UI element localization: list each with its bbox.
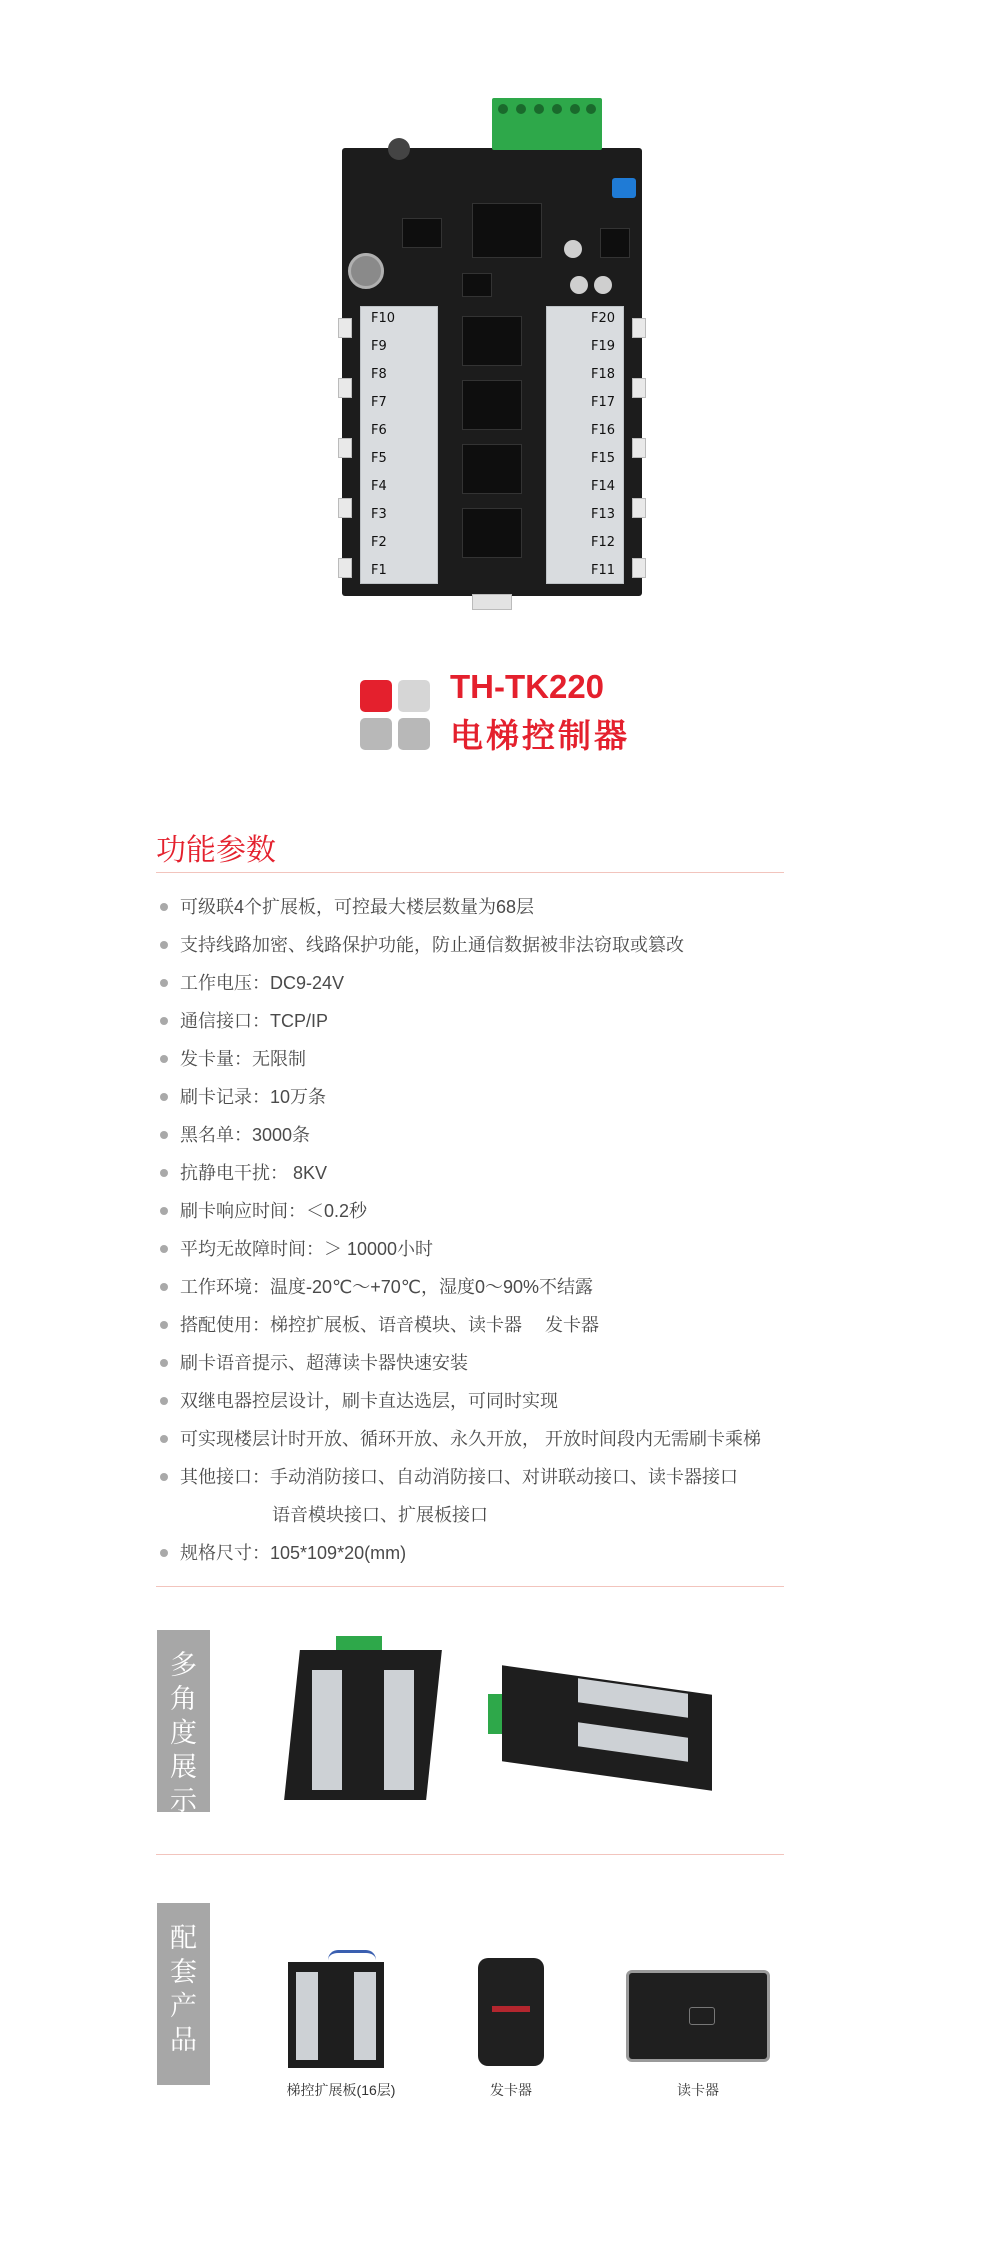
relay-driver-chip	[462, 316, 522, 366]
relay-driver-chip	[462, 444, 522, 494]
side-connector	[338, 318, 352, 338]
floor-label: F20	[590, 311, 615, 326]
floor-label: F4	[371, 479, 387, 494]
accessory-caption: 梯控扩展板(16层)	[286, 2082, 396, 2098]
coin-battery	[348, 253, 384, 289]
side-connector	[632, 438, 646, 458]
bullet-icon	[160, 1397, 168, 1405]
bullet-icon	[160, 1017, 168, 1025]
list-item: 工作环境：温度-20℃～+70℃，湿度0～90%不结露	[160, 1272, 800, 1310]
bullet-icon	[160, 1169, 168, 1177]
capacitor	[570, 276, 588, 294]
bullet-icon	[160, 979, 168, 987]
list-item: 抗静电干扰： 8KV	[160, 1158, 800, 1196]
side-connector	[338, 438, 352, 458]
floor-label: F8	[371, 367, 387, 382]
divider	[156, 1854, 784, 1855]
floor-label: F1	[371, 563, 387, 578]
side-connector	[632, 378, 646, 398]
board-angle-side-image	[488, 1672, 718, 1784]
multi-angle-tab: 多角度展示	[157, 1630, 210, 1812]
floor-label: F16	[590, 423, 615, 438]
side-connector	[632, 498, 646, 518]
relay-panel-right	[546, 306, 624, 584]
bullet-icon	[160, 903, 168, 911]
floor-label: F11	[590, 563, 615, 578]
floor-label: F14	[590, 479, 615, 494]
list-item: 黑名单：3000条	[160, 1120, 800, 1158]
logo-square-red	[360, 680, 392, 712]
card-icon	[689, 2007, 715, 2025]
bullet-icon	[160, 1549, 168, 1557]
bullet-icon	[160, 1283, 168, 1291]
floor-label: F6	[371, 423, 387, 438]
list-item: 其他接口：手动消防接口、自动消防接口、对讲联动接口、读卡器接口	[160, 1462, 800, 1500]
floor-label: F19	[590, 339, 615, 354]
bullet-icon	[160, 1055, 168, 1063]
main-board-image	[342, 148, 642, 596]
chip	[462, 273, 492, 297]
floor-label: F3	[371, 507, 387, 522]
product-model: TH-TK220	[450, 668, 605, 705]
relay-driver-chip	[462, 508, 522, 558]
accessories-tab: 配套产品	[157, 1903, 210, 2085]
accessory-caption: 读卡器	[677, 2082, 719, 2098]
list-item: 通信接口：TCP/IP	[160, 1006, 800, 1044]
side-connector	[338, 558, 352, 578]
bottom-connector	[472, 594, 512, 610]
bullet-icon	[160, 1131, 168, 1139]
floor-label: F18	[590, 367, 615, 382]
floor-label: F15	[590, 451, 615, 466]
bullet-icon	[160, 1207, 168, 1215]
features-title: 功能参数	[156, 834, 276, 867]
list-item: 双继电器控层设计，刷卡直达选层，可同时实现	[160, 1386, 800, 1424]
board-angle-front-image	[292, 1636, 434, 1806]
side-connector	[632, 318, 646, 338]
floor-label: F7	[371, 395, 387, 410]
capacitor	[594, 276, 612, 294]
blue-capacitor	[612, 178, 636, 198]
floor-label: F2	[371, 535, 387, 550]
feature-list	[160, 892, 800, 1576]
chip	[402, 218, 442, 248]
card-reader-image	[626, 1970, 770, 2062]
regulator	[600, 228, 630, 258]
list-item: 刷卡记录：10万条	[160, 1082, 800, 1120]
list-item: 搭配使用：梯控扩展板、语音模块、读卡器 发卡器	[160, 1310, 800, 1348]
side-connector	[338, 378, 352, 398]
list-item: 平均无故障时间：＞ 10000小时	[160, 1234, 800, 1272]
floor-label: F17	[590, 395, 615, 410]
bullet-icon	[160, 1435, 168, 1443]
bullet-icon	[160, 1359, 168, 1367]
logo-square-gray	[360, 718, 392, 750]
list-item: 规格尺寸：105*109*20(mm)	[160, 1538, 800, 1576]
divider	[156, 1586, 784, 1587]
list-item: 发卡量：无限制	[160, 1044, 800, 1082]
list-item: 可级联4个扩展板，可控最大楼层数量为68层	[160, 892, 800, 930]
bullet-icon	[160, 1093, 168, 1101]
list-item: 可实现楼层计时开放、循环开放、永久开放， 开放时间段内无需刷卡乘梯	[160, 1424, 800, 1462]
list-item: 工作电压：DC9-24V	[160, 968, 800, 1006]
side-connector	[338, 498, 352, 518]
bullet-icon	[160, 1321, 168, 1329]
list-item: 刷卡响应时间：＜0.2秒	[160, 1196, 800, 1234]
product-name: 电梯控制器	[450, 717, 630, 754]
logo-square-gray	[398, 680, 430, 712]
logo-square-gray	[398, 718, 430, 750]
relay-panel-left	[360, 306, 438, 584]
floor-label: F5	[371, 451, 387, 466]
floor-label: F12	[590, 535, 615, 550]
list-item: 刷卡语音提示、超薄读卡器快速安装	[160, 1348, 800, 1386]
relay-driver-chip	[462, 380, 522, 430]
bullet-icon	[160, 1245, 168, 1253]
bullet-icon	[160, 1473, 168, 1481]
floor-label: F9	[371, 339, 387, 354]
mcu-chip	[472, 203, 542, 258]
bullet-icon	[160, 941, 168, 949]
floor-label: F13	[590, 507, 615, 522]
divider	[156, 872, 784, 873]
extension-board-image	[288, 1950, 384, 2070]
floor-label: F10	[371, 311, 396, 326]
brand-strip	[492, 2006, 530, 2012]
list-item: 支持线路加密、线路保护功能，防止通信数据被非法窃取或篡改	[160, 930, 800, 968]
accessory-caption: 发卡器	[490, 2082, 532, 2098]
terminal-block	[492, 98, 602, 150]
capacitor	[564, 240, 582, 258]
dc-jack	[388, 138, 410, 160]
side-connector	[632, 558, 646, 578]
list-item-continuation: 语音模块接口、扩展板接口	[272, 1505, 488, 1525]
card-issuer-image	[478, 1958, 544, 2066]
